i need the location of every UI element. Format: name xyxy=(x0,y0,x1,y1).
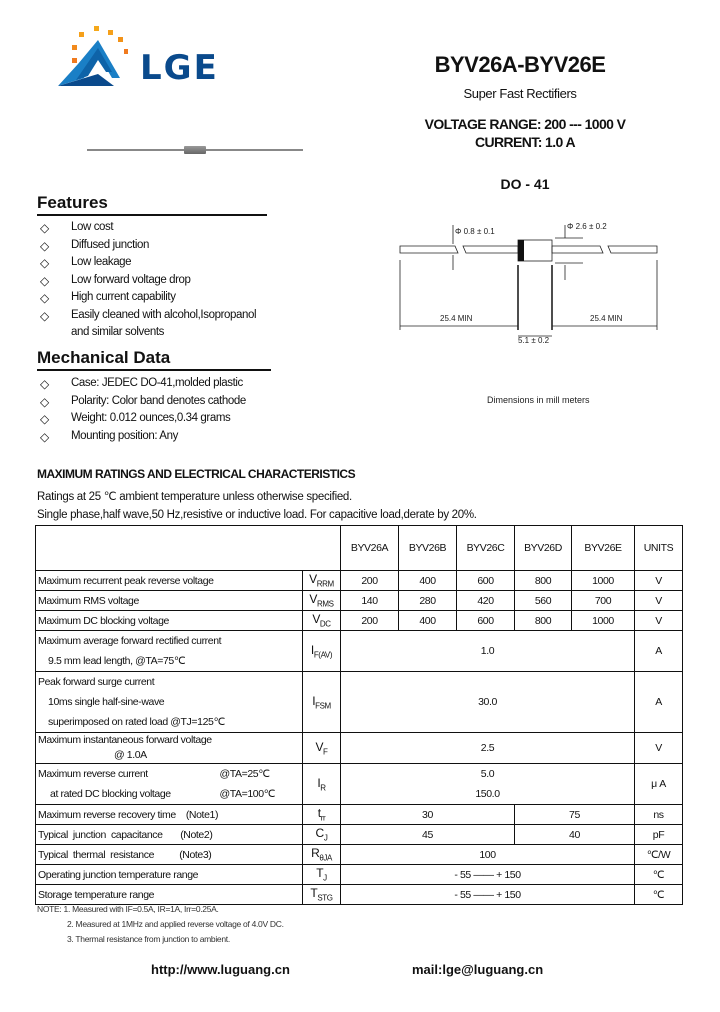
table-row: Maximum RMS voltage $V_{RMS}$ 140 280 420 560 700 V xyxy=(36,591,683,611)
mechanical-list xyxy=(40,377,246,447)
ratings-table xyxy=(35,525,683,905)
package-label: DO - 41 xyxy=(500,176,550,192)
brand-name: LGE xyxy=(140,48,219,88)
diamond-bullet-icon: ◇ xyxy=(40,394,49,409)
part-number-title: BYV26A-BYV26E xyxy=(434,52,606,77)
list-item: ◇ Weight: 0.012 ounces,0.34 grams xyxy=(40,412,231,426)
features-heading: Features xyxy=(37,193,267,216)
dimension-diagram xyxy=(395,220,665,350)
logo-mark-icon xyxy=(58,22,128,88)
column-header: BYV26B xyxy=(399,526,457,571)
diode-image xyxy=(87,146,303,156)
note-1: NOTE: 1. Measured with IF=0.5A, IR=1A, Irr=0.25A. xyxy=(37,904,219,914)
table-row: Operating junction temperature range $T_J$ - 55 —— + 150 ℃ xyxy=(36,865,683,885)
column-header: BYV26A xyxy=(341,526,399,571)
diamond-bullet-icon: ◇ xyxy=(40,377,49,391)
ratings-condition-2: Single phase,half wave,50 Hz,resistive or inductive load. For capacitive load,derate by 20%. xyxy=(37,509,477,521)
table-row: Storage temperature range $T_{STG}$ - 55 —— + 150 ℃ xyxy=(36,885,683,905)
website-link[interactable]: http://www.luguang.cn xyxy=(151,962,290,977)
product-subtitle: Super Fast Rectifiers xyxy=(463,86,577,101)
voltage-range: VOLTAGE RANGE: 200 --- 1000 V xyxy=(424,116,626,132)
list-item: ◇ Low leakage xyxy=(40,256,132,270)
current-rating: CURRENT: 1.0 A xyxy=(475,134,575,150)
mechanical-heading: Mechanical Data xyxy=(37,348,271,371)
list-item: ◇ Low forward voltage drop xyxy=(40,273,191,288)
list-item: ◇ High current capability xyxy=(40,291,176,305)
list-item: ◇ Easily cleaned with alcohol,Isopropanol xyxy=(40,308,257,323)
column-header: BYV26C xyxy=(457,526,515,571)
diamond-bullet-icon: ◇ xyxy=(40,412,49,426)
column-header: UNITS xyxy=(635,526,683,571)
table-row: Maximum reverse recovery time (Note1) $t_{rr}$ 30 75 ns xyxy=(36,805,683,825)
company-logo xyxy=(58,22,238,92)
table-row: Maximum instantaneous forward voltage @ 1.0A $V_F$ 2.5 V xyxy=(36,733,683,764)
dimension-caption: Dimensions in mill meters xyxy=(487,395,590,405)
features-list xyxy=(40,221,256,344)
diamond-bullet-icon: ◇ xyxy=(40,308,49,323)
diamond-bullet-icon: ◇ xyxy=(40,238,49,253)
list-item: ◇ Diffused junction xyxy=(40,238,150,253)
table-row: Maximum recurrent peak reverse voltage $V_{RRM}$ 200 400 600 800 1000 V xyxy=(36,571,683,591)
diamond-bullet-icon: ◇ xyxy=(40,256,49,270)
diamond-bullet-icon: ◇ xyxy=(40,429,49,444)
ratings-condition-1: Ratings at 25 ℃ ambient temperature unless otherwise specified. xyxy=(37,491,352,503)
list-item: and similar solvents xyxy=(71,326,164,338)
email-link[interactable]: mail:lge@luguang.cn xyxy=(412,962,544,977)
table-row: Maximum DC blocking voltage $V_{DC}$ 200 400 600 800 1000 V xyxy=(36,611,683,631)
diamond-bullet-icon: ◇ xyxy=(40,273,49,288)
diamond-bullet-icon: ◇ xyxy=(40,291,49,305)
column-header: BYV26D xyxy=(515,526,572,571)
lead-length-left-label: 25.4 MIN xyxy=(440,314,473,323)
table-row: Maximum reverse current @TA=25℃ at rated DC blocking voltage @TA=100℃ $I_R$ 5.0 150.0 μ A xyxy=(36,764,683,805)
column-header: BYV26E xyxy=(572,526,635,571)
notes-block xyxy=(37,902,284,947)
list-item: ◇ Low cost xyxy=(40,221,114,235)
table-row: Typical junction capacitance (Note2) $C_J$ 45 40 pF xyxy=(36,825,683,845)
lead-length-right-label: 25.4 MIN xyxy=(590,314,623,323)
body-diameter-label: Φ 2.6 ± 0.2 xyxy=(567,222,607,231)
lead-diameter-label: Φ 0.8 ± 0.1 xyxy=(455,227,495,236)
list-item: ◇ Polarity: Color band denotes cathode xyxy=(40,394,246,409)
table-row: Maximum average forward rectified current 9.5 mm lead length, @TA=75℃ $I_{F(AV)}$ 1.0 A xyxy=(36,631,683,672)
body-length-label: 5.1 ± 0.2 xyxy=(518,336,550,345)
list-item: ◇ Case: JEDEC DO-41,molded plastic xyxy=(40,377,243,391)
table-row: Typical thermal resistance (Note3) $R_{\theta JA}$ 100 ℃/W xyxy=(36,845,683,865)
do41-outline-diagram xyxy=(395,220,665,350)
note-3: 3. Thermal resistance from junction to ambient. xyxy=(67,934,230,944)
table-row: Peak forward surge current 10ms single half-sine-wave superimposed on rated load @TJ=125℃ $I_{FSM}$ 30.0 A xyxy=(36,672,683,733)
table-header-row xyxy=(36,526,683,571)
note-2: 2. Measured at 1MHz and applied reverse voltage of 4.0V DC. xyxy=(67,919,284,929)
ratings-heading: MAXIMUM RATINGS AND ELECTRICAL CHARACTERISTICS xyxy=(37,467,356,481)
list-item: ◇ Mounting position: Any xyxy=(40,429,178,444)
diamond-bullet-icon: ◇ xyxy=(40,221,49,235)
